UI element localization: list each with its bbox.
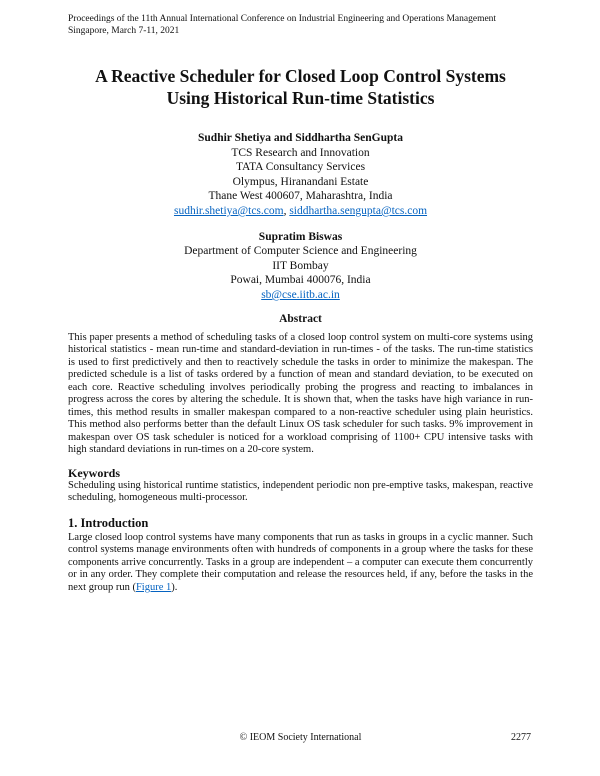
author-names: Sudhir Shetiya and Siddhartha SenGupta (198, 132, 403, 144)
footer-copyright: © IEOM Society International (239, 732, 362, 743)
conference-header-line2: Singapore, March 7-11, 2021 (68, 25, 180, 36)
introduction-text-after-link: ). (171, 581, 178, 593)
email-link[interactable]: sb@cse.iitb.ac.in (261, 288, 340, 301)
abstract-text: This paper presents a method of scheduling tasks of a closed loop control system on multi-core systems using historical statistics - mean run-time and standard-deviation in run-times - of the tasks. The run-time statistics is used to first predictively and then to reactively schedule the tasks in order to minimize the makespan. The predicted schedule is a list of tasks ordered by a function of mean and standard deviation, to be executed on each core. Reactive scheduling involves periodically probing the progress and reacting to imbalances in progress across the cores by altering the schedule. It is shown that, when the tasks have high variance in run-times, this method results in smaller makespan compared to a non-reactive scheduler using plain heuristics. This method also performs better than the default Linux OS task scheduler for such tasks. 9% improvement in makespan over OS task scheduler is noticed for a workload comprising of 1100+ CPU intensive tasks with high standard deviations in run-times on a 20-core system. (68, 331, 533, 456)
email-link[interactable]: sudhir.shetiya@tcs.com (173, 204, 284, 217)
author-block-1 (68, 131, 533, 219)
paper-title-line2: Using Historical Run-time Statistics (166, 87, 435, 108)
author-block-2 (68, 230, 533, 303)
affiliation-line: Olympus, Hiranandani Estate (232, 175, 369, 188)
introduction-text: Large closed loop control systems have many components that run as tasks in groups in a cyclic manner. Such control systems manage environments often with hundreds of components in a group where the tasks for these components arrive concurrently. Tasks in a group are independent – a computer can execute them concurrently or in any order. They complete their computation and release the resources held, if any, before the tasks in the next group run ( (68, 531, 533, 593)
page-footer (68, 732, 533, 744)
affiliation-line: Department of Computer Science and Engineering (184, 245, 417, 258)
affiliation-line: TATA Consultancy Services (235, 161, 366, 174)
affiliation-line: Powai, Mumbai 400076, India (230, 274, 371, 287)
author-emails-line (68, 204, 533, 219)
email-link[interactable]: siddhartha.sengupta@tcs.com (289, 204, 428, 217)
author-names: Supratim Biswas (258, 230, 343, 243)
figure-1-link[interactable]: Figure 1 (135, 581, 172, 593)
introduction-paragraph (68, 532, 533, 595)
page-number: 2277 (511, 732, 531, 743)
paper-title-line1: A Reactive Scheduler for Closed Loop Control Systems (95, 66, 506, 86)
conference-header (68, 14, 533, 37)
affiliation-line: Thane West 400607, Maharashtra, India (208, 190, 393, 203)
abstract-heading: Abstract (279, 312, 322, 325)
affiliation-line: TCS Research and Innovation (231, 146, 370, 159)
affiliation-line: IIT Bombay (272, 259, 329, 272)
email-separator: , (283, 204, 290, 217)
keywords-heading: Keywords (68, 465, 120, 480)
introduction-heading: 1. Introduction (68, 515, 149, 530)
keywords-text: Scheduling using historical runtime statistics, independent periodic non pre-emptive tasks, makespan, reactive scheduling, homogeneous multi-processor. (68, 479, 533, 504)
conference-header-line1: Proceedings of the 11th Annual International Conference on Industrial Engineering and Operations Management (68, 14, 497, 24)
author-emails-line (68, 288, 533, 303)
paper-title (68, 66, 533, 109)
